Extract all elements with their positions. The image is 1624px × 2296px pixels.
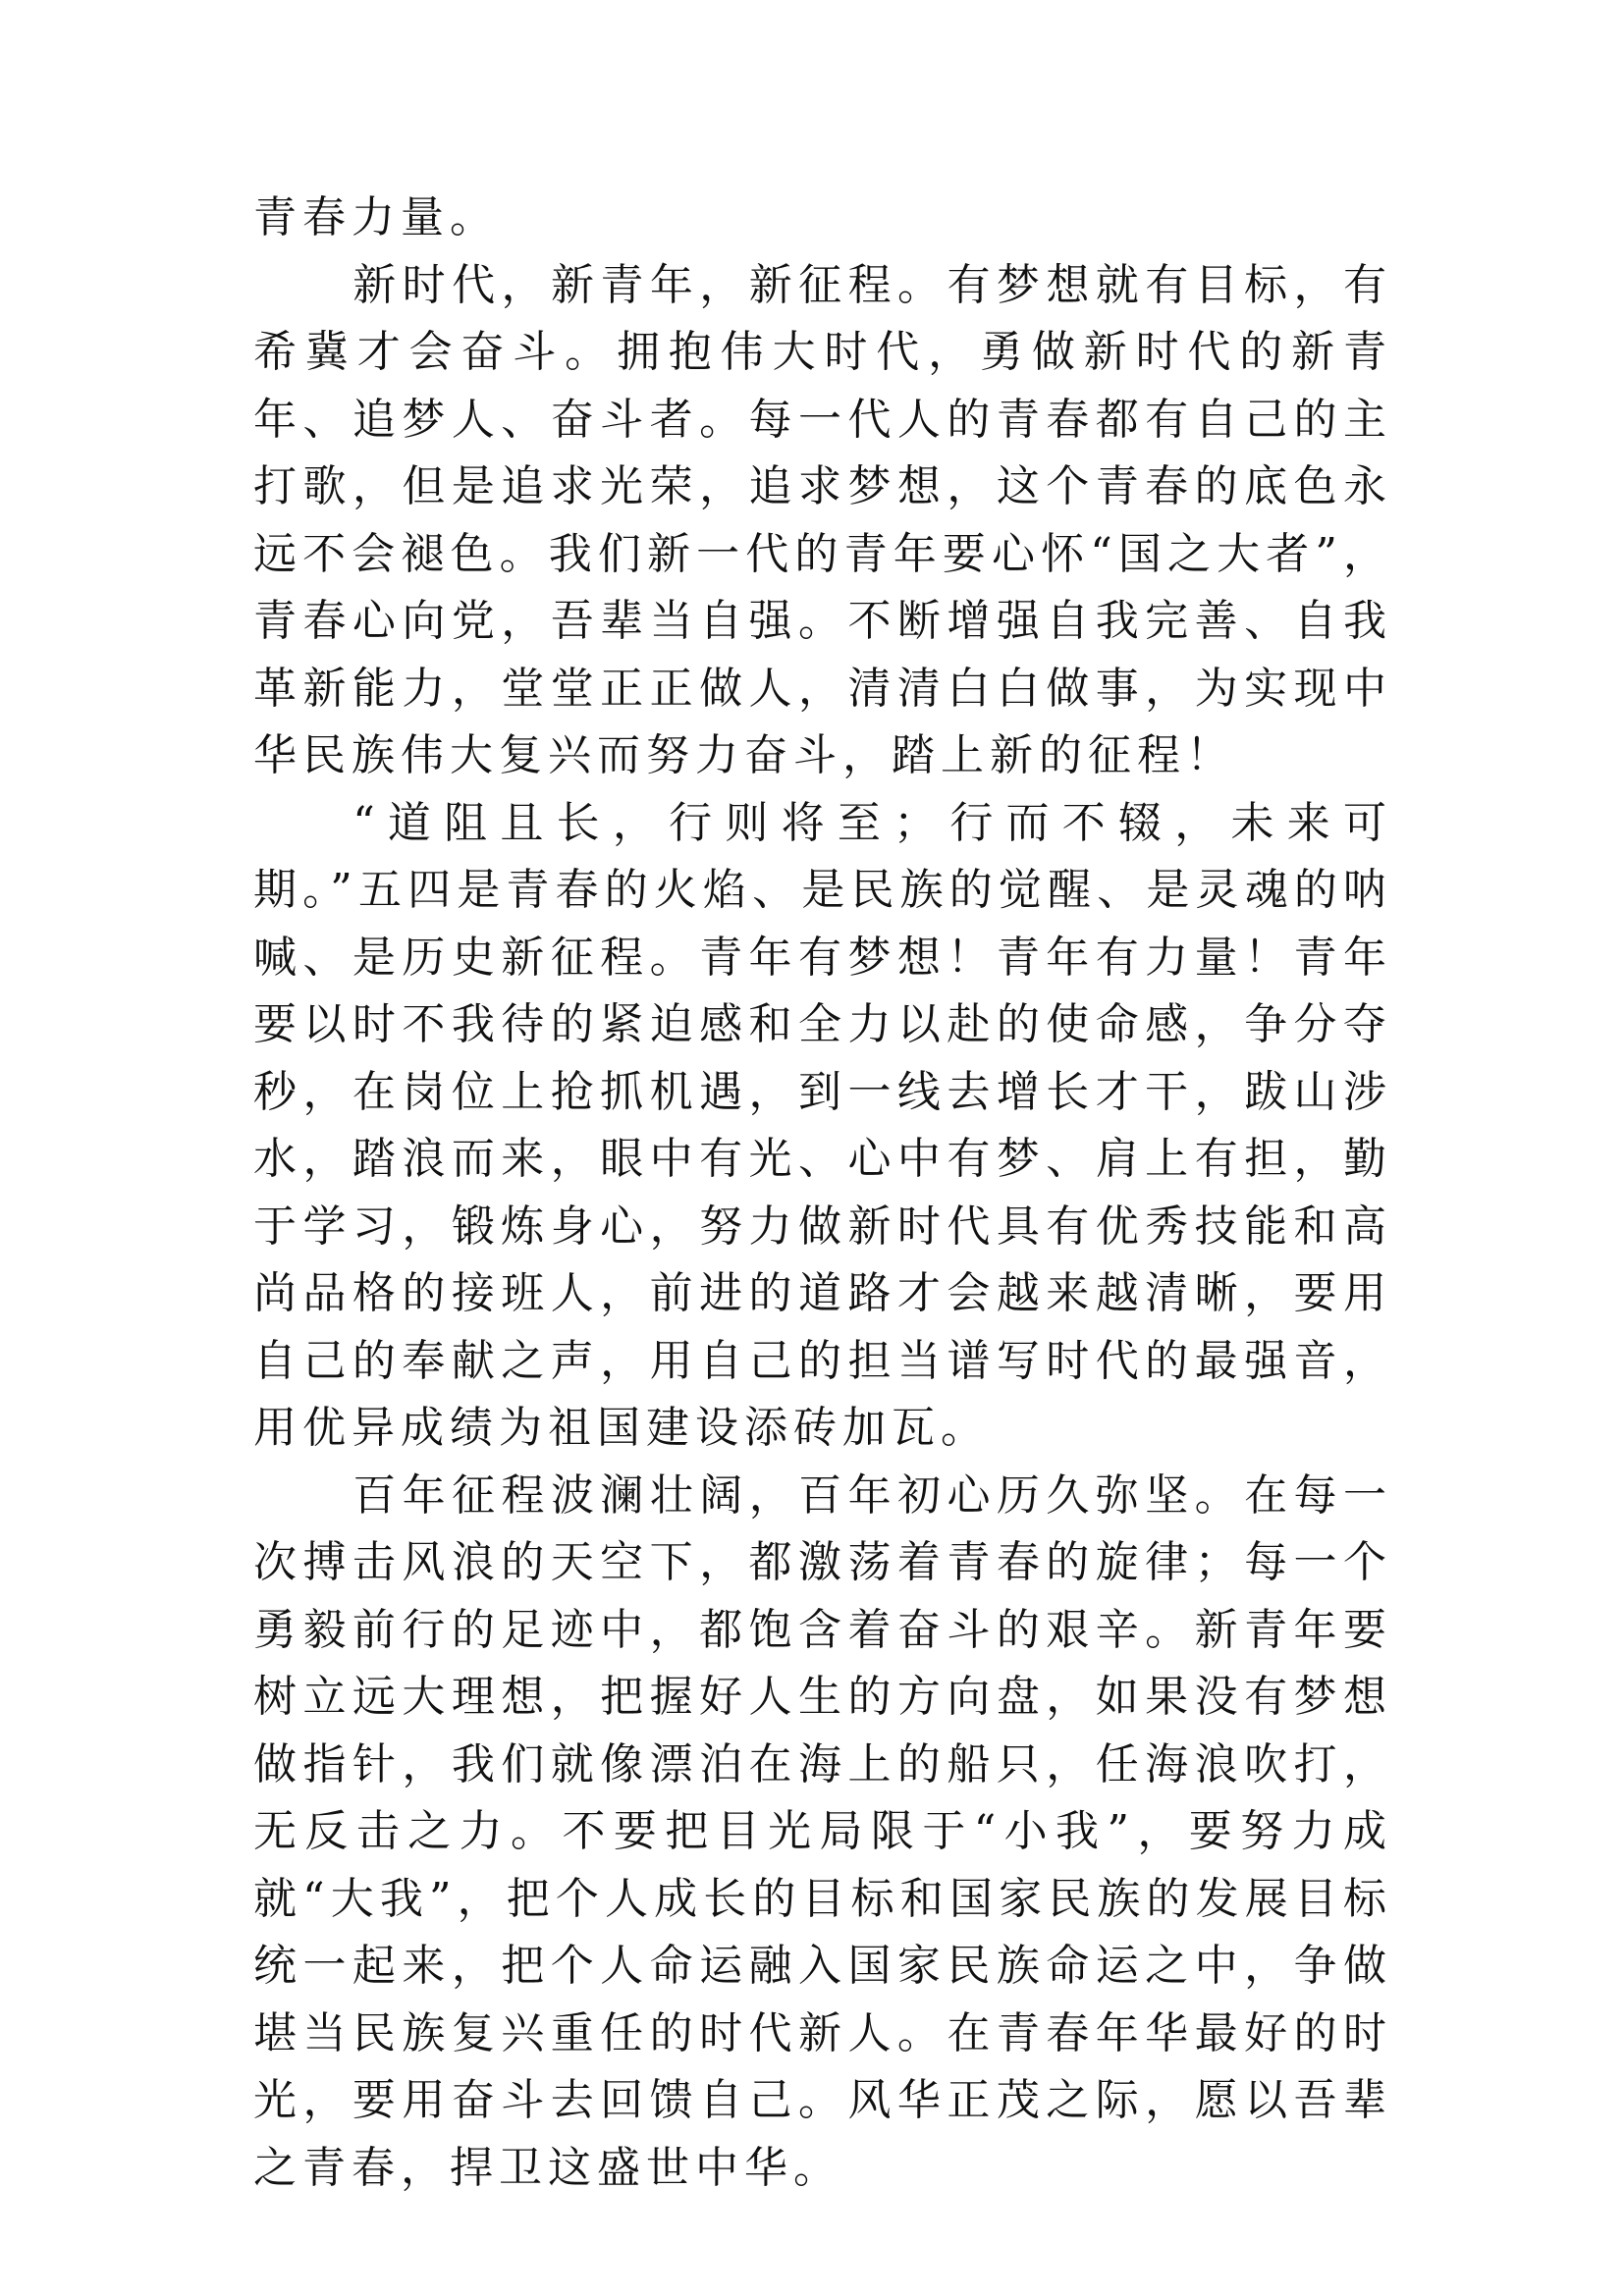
paragraph-3: “道阻且长，行则将至；行而不辍，未来可期。”五四是青春的火焰、是民族的觉醒、是灵魂的呐喊、是历史新征程。青年有梦想！青年有力量！青年要以时不我待的紧迫感和全力以赴的使命感，争分夺秒，在岗位上抢抓机遇，到一线去增长才干，跋山涉水，踏浪而来，眼中有光、心中有梦、肩上有担，勤于学习，锻炼身心，努力做新时代具有优秀技能和高尚品格的接班人，前进的道路才会越来越清晰，要用自己的奉献之声，用自己的担当谱写时代的最强音，用优异成绩为祖国建设添砖加瓦。 [253, 797, 1392, 1453]
paragraph-1: 青春力量。 [253, 192, 499, 242]
paragraph-2: 新时代，新青年，新征程。有梦想就有目标，有希冀才会奋斗。拥抱伟大时代，勇做新时代的新青年、追梦人、奋斗者。每一代人的青春都有自己的主打歌，但是追求光荣，追求梦想，这个青春的底色永远不会褪色。我们新一代的青年要心怀“国之大者”，青春心向党，吾辈当自强。不断增强自我完善、自我革新能力，堂堂正正做人，清清白白做事，为实现中华民族伟大复兴而努力奋斗，踏上新的征程！ [253, 259, 1392, 780]
paragraph-4: 百年征程波澜壮阔，百年初心历久弥坚。在每一次搏击风浪的天空下，都激荡着青春的旋律；每一个勇毅前行的足迹中，都饱含着奋斗的艰辛。新青年要树立远大理想，把握好人生的方向盘，如果没有梦想做指针，我们就像漂泊在海上的船只，任海浪吹打，无反击之力。不要把目光局限于“小我”，要努力成就“大我”，把个人成长的目标和国家民族的发展目标统一起来，把个人命运融入国家民族命运之中，争做堪当民族复兴重任的时代新人。在青春年华最好的时光，要用奋斗去回馈自己。风华正茂之际，愿以吾辈之青春，捍卫这盛世中华。 [253, 1469, 1392, 2193]
document-body [253, 185, 1392, 2202]
